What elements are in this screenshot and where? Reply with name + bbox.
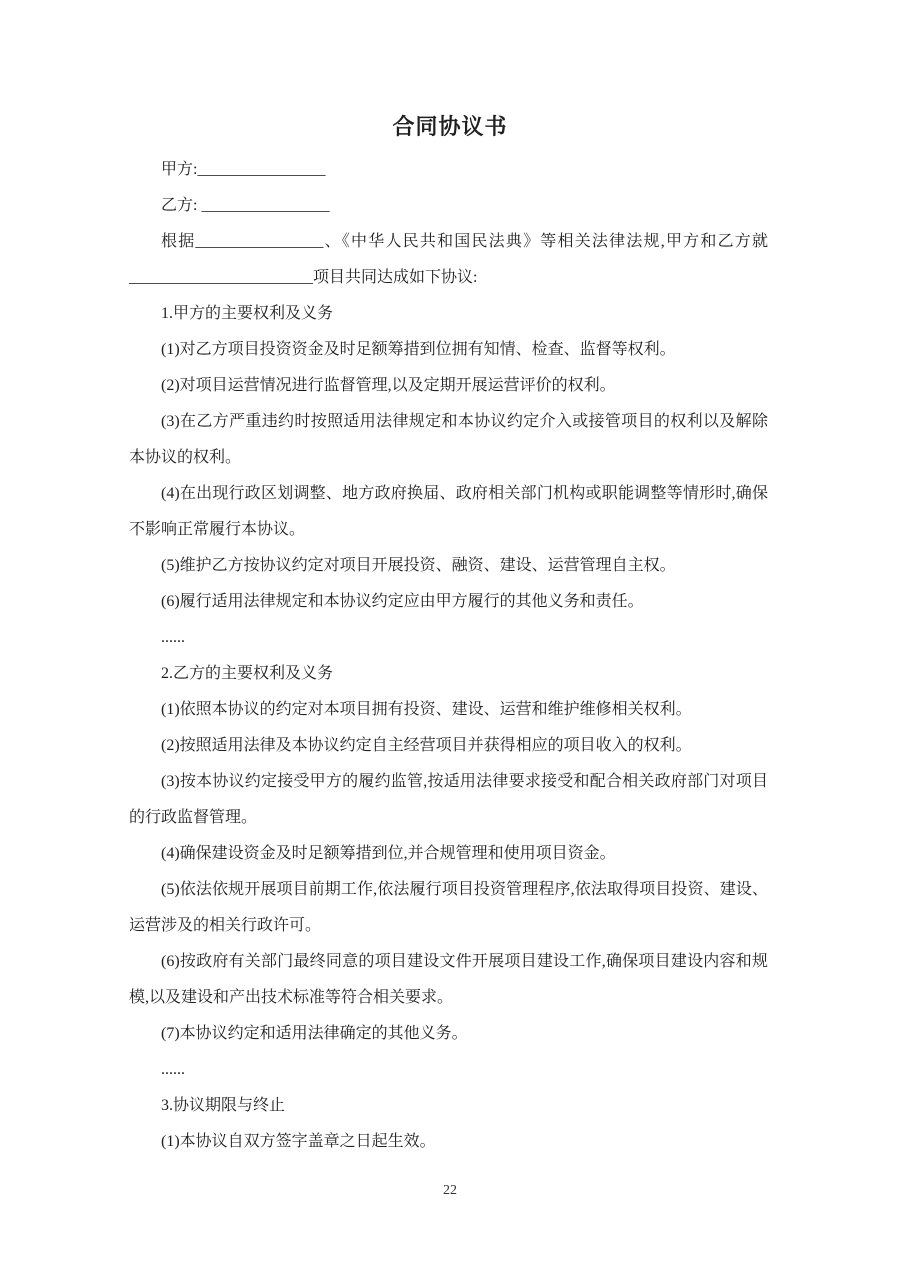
section-2-clause-4: (4)确保建设资金及时足额筹措到位,并合规管理和使用项目资金。 [161,845,616,862]
section-3-heading: 3.协议期限与终止 [161,1097,286,1114]
section-3-clause-1: (1)本协议自双方签字盖章之日起生效。 [161,1133,436,1150]
section-2-heading: 2.乙方的主要权利及义务 [161,665,334,682]
party-a-line: 甲方:________________ [161,161,326,178]
section-2-clause-5: (5)依法依规开展项目前期工作,依法履行项目投资管理程序,依法取得项目投资、建设、运营涉及的相关行政许可。 [129,881,768,934]
section-1-heading: 1.甲方的主要权利及义务 [161,305,334,322]
section-2-clause-6: (6)按政府有关部门最终同意的项目建设文件开展项目建设工作,确保项目建设内容和规模,以及建设和产出技术标准等符合相关要求。 [129,953,768,1006]
section-1-clause-2: (2)对项目运营情况进行监督管理,以及定期开展运营评价的权利。 [161,377,616,394]
preamble-paragraph: 根据________________、《中华人民共和国民法典》等相关法律法规,甲方和乙方就_______________________项目共同达成如下协议: [129,233,768,286]
document-title: 合同协议书 [392,114,508,139]
section-1-clause-1: (1)对乙方项目投资资金及时足额筹措到位拥有知情、检查、监督等权利。 [161,341,676,358]
ellipsis-1: ...... [161,629,185,646]
section-2-clause-1: (1)依照本协议的约定对本项目拥有投资、建设、运营和维护维修相关权利。 [161,701,692,718]
section-2-clause-7: (7)本协议约定和适用法律确定的其他义务。 [161,1025,468,1042]
section-1-clause-6: (6)履行适用法律规定和本协议约定应由甲方履行的其他义务和责任。 [161,593,644,610]
party-b-line: 乙方: ________________ [161,197,330,214]
section-1-clause-3: (3)在乙方严重违约时按照适用法律规定和本协议约定介入或接管项目的权利以及解除本协议的权利。 [129,413,768,466]
section-2-clause-2: (2)按照适用法律及本协议约定自主经营项目并获得相应的项目收入的权利。 [161,737,692,754]
document-body [129,152,768,1160]
ellipsis-2: ...... [161,1061,185,1078]
section-1-clause-4: (4)在出现行政区划调整、地方政府换届、政府相关部门机构或职能调整等情形时,确保不影响正常履行本协议。 [129,485,768,538]
section-1-clause-5: (5)维护乙方按协议约定对项目开展投资、融资、建设、运营管理自主权。 [161,557,676,574]
page-number: 22 [443,1183,457,1198]
section-2-clause-3: (3)按本协议约定接受甲方的履约监管,按适用法律要求接受和配合相关政府部门对项目的行政监督管理。 [129,773,768,826]
